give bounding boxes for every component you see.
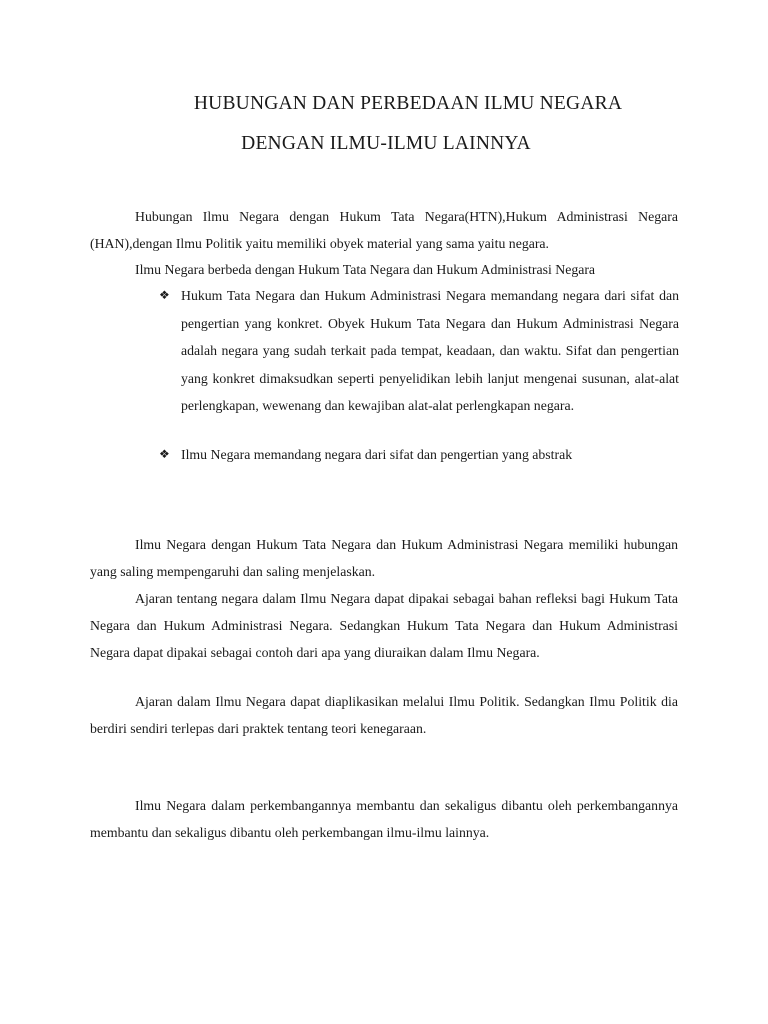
diamond-bullet-icon: ❖ — [159, 446, 170, 461]
paragraph-perbedaan: Ilmu Negara berbeda dengan Hukum Tata Negara dan Hukum Administrasi Negara — [135, 262, 596, 277]
title-line-2: DENGAN ILMU-ILMU LAINNYA — [241, 133, 531, 154]
bullet-text: Hukum Tata Negara dan Hukum Administrasi Negara memandang negara dari sifat dan pengertian yang konkret. Obyek Hukum Tata Negara dan Hukum Administrasi Negara adalah negara yang sudah terkait pada tempat, keadaan, dan waktu. Sifat dan pengertian yang konkret dimaksudkan seperti penyelidikan lebih lanjut mengenai susunan, alat-alat perlengkapan, wewenang dan kewajiban alat-alat perlengkapan negara. — [181, 288, 679, 413]
title-line-1: HUBUNGAN DAN PERBEDAAN ILMU NEGARA — [193, 93, 623, 114]
bullet-list — [159, 282, 679, 468]
paragraph-hubungan: Hubungan Ilmu Negara dengan Hukum Tata Negara(HTN),Hukum Administrasi Negara (HAN),dengan Ilmu Politik yaitu memiliki obyek material yang sama yaitu negara. — [90, 209, 678, 251]
diamond-bullet-icon: ❖ — [159, 288, 170, 302]
bullet-item-konkret — [159, 282, 679, 420]
paragraph-ilmu-politik: Ajaran dalam Ilmu Negara dapat diaplikasikan melalui Ilmu Politik. Sedangkan Ilmu Politik dia berdiri sendiri terlepas dari praktek tentang teori kenegaraan. — [90, 694, 678, 736]
bullet-text: Ilmu Negara memandang negara dari sifat dan pengertian yang abstrak — [181, 446, 573, 462]
paragraph-perkembangan: Ilmu Negara dalam perkembangannya membantu dan sekaligus dibantu oleh perkembangannya membantu dan sekaligus dibantu oleh perkembangan ilmu-ilmu lainnya. — [90, 798, 678, 840]
bullet-item-abstrak — [159, 441, 679, 469]
paragraph-saling-mempengaruhi: Ilmu Negara dengan Hukum Tata Negara dan Hukum Administrasi Negara memiliki hubungan yang saling mempengaruhi dan saling menjelaskan. — [90, 537, 678, 579]
paragraph-ajaran-refleksi: Ajaran tentang negara dalam Ilmu Negara dapat dipakai sebagai bahan refleksi bagi Hukum Tata Negara dan Hukum Administrasi Negara. Sedangkan Hukum Tata Negara dan Hukum Administrasi Negara dapat dipakai sebagai contoh dari apa yang diuraikan dalam Ilmu Negara. — [90, 591, 678, 660]
